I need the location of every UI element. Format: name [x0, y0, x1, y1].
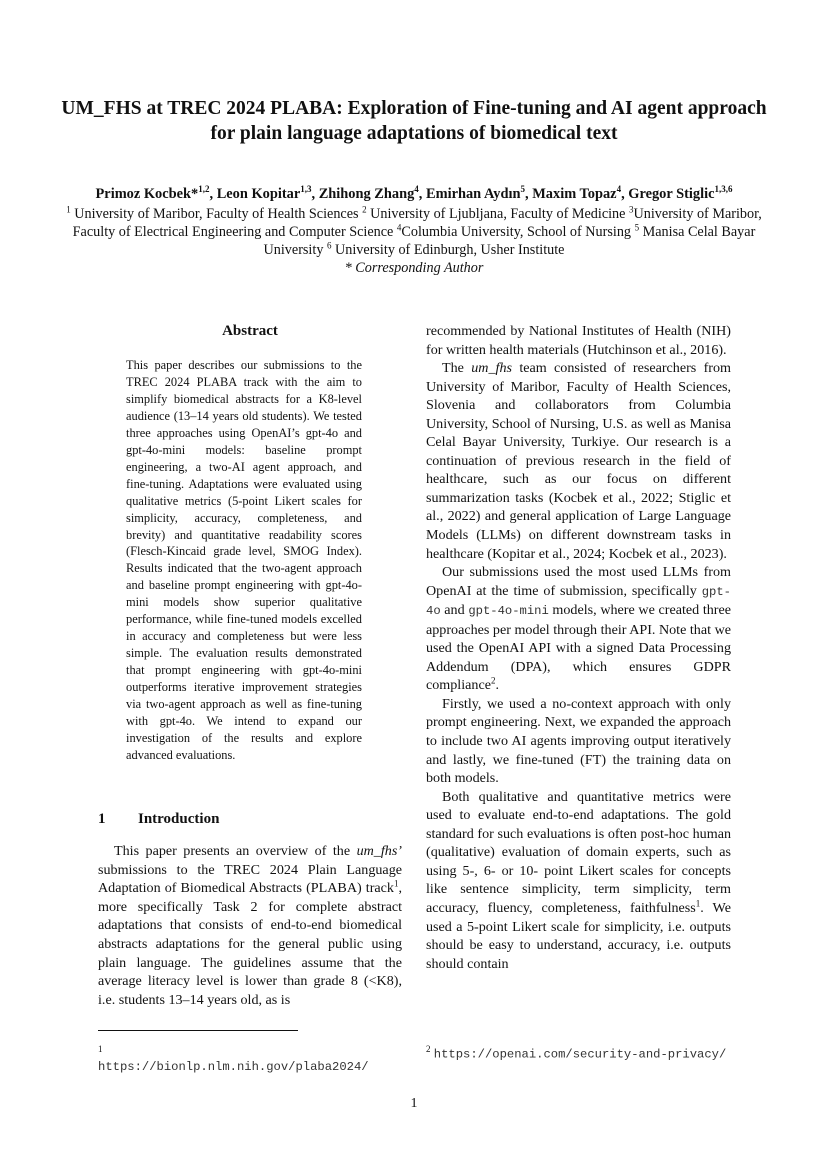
affil-text: University of Maribor, Faculty of Health Sciences [70, 206, 363, 222]
affil-text: University [263, 242, 327, 258]
team-name: um_fhs [471, 360, 512, 377]
paper-title [30, 96, 798, 146]
affil-sup: 4 [396, 222, 402, 233]
author-name: Gregor Stiglic [628, 186, 715, 202]
author [426, 186, 532, 202]
affil-sup: 5 [634, 222, 640, 233]
section-title: Introduction [138, 811, 220, 827]
paragraph [426, 359, 731, 563]
author-affil-sup: 5 [520, 184, 526, 195]
affil-text: Manisa Celal Bayar [639, 224, 756, 240]
author-name: Leon Kopitar [216, 186, 301, 202]
affil-sup: 6 [326, 240, 332, 251]
affiliations [40, 205, 788, 277]
author [319, 186, 426, 202]
author [217, 186, 319, 202]
author-affil-sup: 1,3,6 [714, 184, 733, 195]
author-affil-sup: 1,3 [300, 184, 312, 195]
right-column-body [426, 322, 731, 973]
affiliation-line [40, 223, 788, 241]
section-heading [98, 811, 219, 828]
author [96, 186, 217, 202]
intro-paragraph [98, 842, 402, 1009]
author-affil-sup: 1,2 [198, 184, 210, 195]
title-line-1: UM_FHS at TREC 2024 PLABA: Exploration of Fine-tuning and AI agent approach [61, 98, 767, 119]
corresponding-author-note: * Corresponding Author [344, 260, 484, 276]
abstract-body [126, 357, 362, 764]
paragraph: recommended by National Institutes of Health (NIH) for written health materials (Hutchinson et al., 2016). [426, 323, 731, 358]
text-run: Our submissions used the most used LLMs from OpenAI at the time of submission, specifically [426, 564, 731, 599]
paragraph [426, 563, 731, 695]
author-affil-sup: 4 [616, 184, 622, 195]
team-name: um_fhs’ [356, 843, 402, 859]
footnote-ref[interactable]: 1 [695, 898, 701, 909]
author-sep: , [418, 186, 426, 202]
affil-sup: 3 [629, 204, 634, 215]
author-name: Zhihong Zhang [318, 186, 415, 202]
affil-sup: 2 [362, 204, 367, 215]
author-sep: , [525, 186, 533, 202]
author-sep: , [209, 186, 217, 202]
footnote-ref[interactable]: 1 [393, 878, 399, 889]
author-sep: , [311, 186, 319, 202]
author-name: Primoz Kocbek* [95, 186, 199, 202]
section-number: 1 [98, 811, 106, 827]
footnote-divider [98, 1030, 298, 1031]
text-run: . We used a 5-point Likert scale for simplicity, i.e. outputs should be easy to understand, accuracy, i.e. outputs should contain [426, 899, 731, 972]
text-run: Both qualitative and quantitative metrics were used to evaluate end-to-end adaptations. The gold standard for such evaluations is often post-hoc human (qualitative) evaluation of domain experts, such as using 5-, 6- or 10- point Likert scales for concepts like sentence simplicity, term simplicity, term accuracy, fluency, completeness, faithfulness [426, 788, 731, 916]
affil-sup: 1 [66, 204, 71, 215]
text-run: models, where we created three approaches per model through their API. Note that we used the OpenAI API with a signed Data Processing Addendum (DPA), which ensures GDPR compliance [426, 602, 731, 694]
paragraph: Firstly, we used a no-context approach with only prompt engineering. Next, we expanded the approach to include two AI agents improving output iteratively and lastly, we fine-tuned (FT) the training data on both models. [426, 695, 731, 787]
text-run: and [440, 602, 469, 619]
author-name: Emirhan Aydın [426, 186, 521, 202]
footnote-mark: 2 [426, 1044, 431, 1054]
text-run: , more specifically Task 2 for complete abstract adaptations that consists of end-to-end biomedical abstracts adaptations for the general public using plain language. The guidelines assume that the average literacy level is lower than grade 8 (<K8), i.e. students 13–14 years old, as is [98, 880, 402, 1008]
author-affil-sup: 4 [414, 184, 419, 195]
title-line-2: for plain language adaptations of biomedical text [210, 123, 618, 144]
affil-text: Faculty of Electrical Engineering and Computer Science [72, 224, 397, 240]
text-run: The [442, 360, 472, 377]
author [532, 186, 628, 202]
model-name: gpt-4o-mini [468, 604, 549, 619]
paragraph [426, 788, 731, 973]
affiliation-line [40, 205, 788, 223]
affiliation-line [40, 241, 788, 259]
left-column-body [98, 842, 402, 1009]
page-number: 1 [410, 1096, 418, 1111]
text-run: team consisted of researchers from University of Maribor, Faculty of Health Sciences, Slovenia and collaborators from Columbia University, School of Nursing, U.S. as well as Manisa Celal Bayar University, Turkiye. Our research is a continuation of previous research in the field of healthcare, such as our focus on different summarization tasks (Kocbek et al., 2022; Stiglic et al., 2022) and general application of Large Language Models (LLMs) on different downstream tasks in healthcare (Kopitar et al., 2024; Kocbek et al., 2023). [426, 360, 731, 562]
abstract-text: This paper describes our submissions to the TREC 2024 PLABA track with the aim to simplify biomedical abstracts for a K8-level audience (13–14 years old students). We tested three approaches using OpenAI’s gpt-4o and gpt-4o-mini models: baseline prompt engineering, a two-AI agent approach, and fine-tuning. Adaptations were evaluated using qualitative metrics (5-point Likert scales for simplicity, accuracy, completeness, and brevity) and quantitative readability scores (Flesch-Kincaid grade level, SMOG Index). Results indicated that the two-agent approach and baseline prompt engineering with gpt-4o-mini models show superior qualitative performance, while fine-tuned models excelled in accuracy and completeness but were less simple. The evaluation results demonstrated that prompt engineering with gpt-4o-mini outperforms iterative improvement strategies via two-agent approach as well as fine-tuning with gpt-4o. We intend to expand our investigation of the results and explore advanced evaluations. [126, 358, 362, 762]
footnote-mark: 1 [98, 1044, 103, 1054]
abstract-heading: Abstract [222, 323, 278, 339]
author [628, 186, 732, 202]
author-sep: , [621, 186, 629, 202]
affil-text: University of Ljubljana, Faculty of Medicine [366, 206, 630, 222]
footnote-1 [98, 1040, 408, 1076]
text-run: . [495, 677, 499, 694]
affil-text: University of Maribor, [633, 206, 762, 222]
footnote-link[interactable]: https://bionlp.nlm.nih.gov/plaba2024/ [98, 1060, 369, 1074]
author-list [20, 184, 808, 204]
footnote-2 [426, 1040, 736, 1063]
text-run: This paper presents an overview of the [114, 843, 357, 859]
author-name: Maxim Topaz [532, 186, 617, 202]
text-run: submissions to the TREC 2024 Plain Language Adaptation of Biomedical Abstracts (PLABA) track [98, 861, 402, 897]
affil-text: Columbia University, School of Nursing [401, 224, 635, 240]
footnote-ref[interactable]: 2 [490, 675, 496, 686]
affil-text: University of Edinburgh, Usher Institute [331, 242, 565, 258]
footnote-link[interactable]: https://openai.com/security-and-privacy/ [433, 1047, 727, 1062]
model-name: gpt-4o [426, 584, 731, 619]
